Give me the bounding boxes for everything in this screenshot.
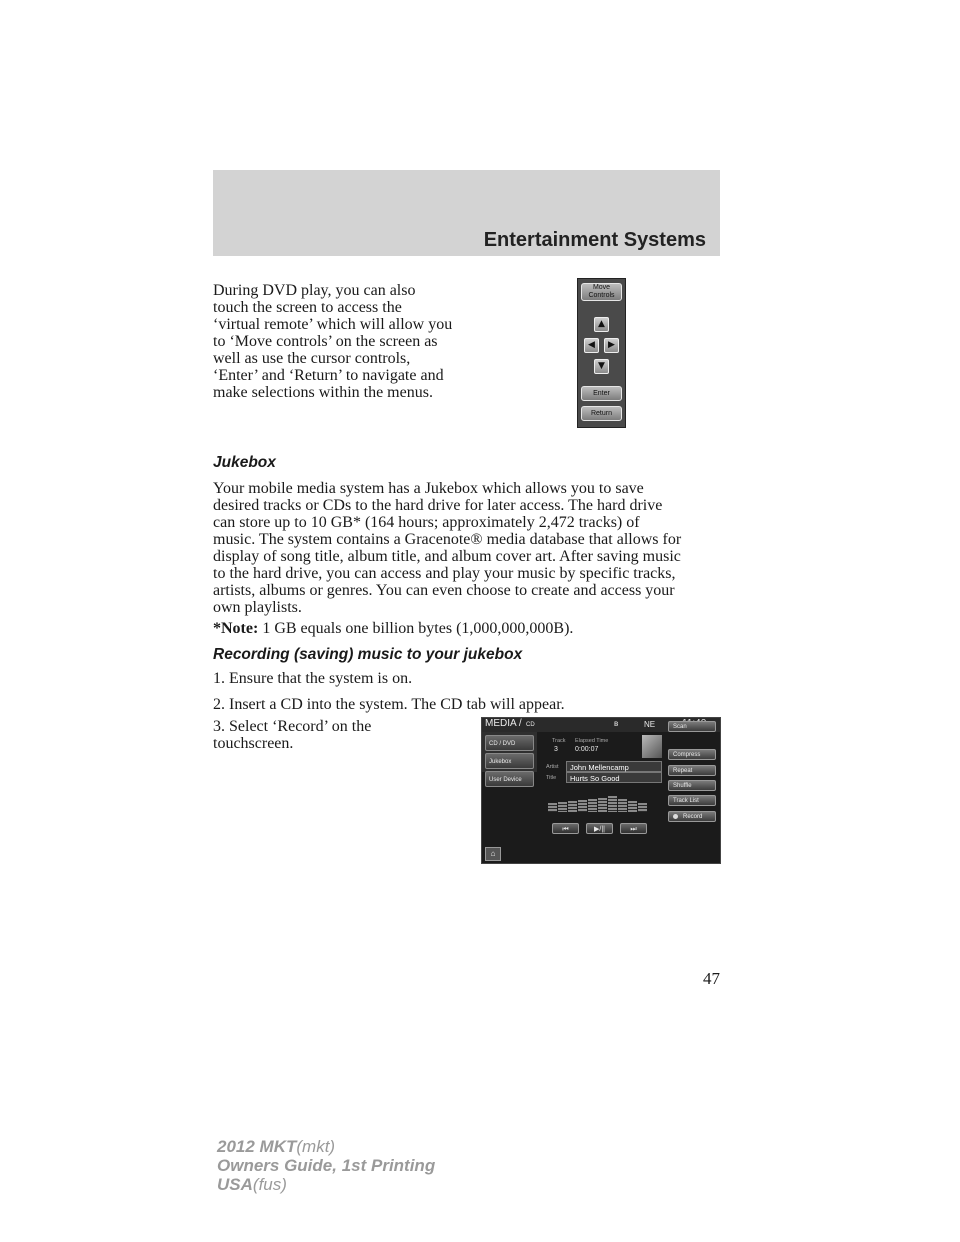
track-label: Track: [552, 738, 566, 744]
intro-paragraph: [213, 282, 513, 401]
equalizer-bar: [638, 803, 647, 812]
record-button: Record: [668, 811, 716, 822]
equalizer-bar: [618, 799, 627, 812]
bluetooth-icon: ʙ: [614, 719, 619, 728]
step-3-line: 3. Select ‘Record’ on the: [213, 718, 372, 735]
intro-line: make selections within the menus.: [213, 384, 433, 401]
jukebox-line: artists, albums or genres. You can even choose to create and access your: [213, 582, 675, 599]
note-line: [213, 620, 723, 637]
intro-line: to ‘Move controls’ on the screen as: [213, 333, 438, 350]
play-pause-button: ▶/||: [586, 823, 613, 834]
record-dot-icon: [673, 814, 678, 819]
intro-line: During DVD play, you can also: [213, 282, 416, 299]
step-3-line: touchscreen.: [213, 735, 294, 752]
equalizer-bar: [568, 801, 577, 812]
elapsed-label: Elapsed Time: [575, 738, 609, 744]
footer-line-2: Owners Guide, 1st Printing: [217, 1156, 436, 1175]
compress-button: Compress: [668, 749, 716, 760]
jukebox-line: display of song title, album title, and album cover art. After saving music: [213, 548, 681, 565]
intro-line: well as use the cursor controls,: [213, 350, 411, 367]
next-track-button: ⏭: [620, 823, 647, 834]
equalizer-bar: [548, 803, 557, 812]
jukebox-line: can store up to 10 GB* (164 hours; approximately 2,472 tracks) of: [213, 514, 640, 531]
artist-value: John Mellencamp: [566, 761, 662, 772]
equalizer-bar: [578, 800, 587, 812]
return-button: Return: [581, 406, 622, 421]
step-2: 2. Insert a CD into the system. The CD tab will appear.: [213, 696, 565, 713]
controls-label: Controls: [588, 292, 615, 299]
step-3: [213, 718, 371, 752]
note-text: 1 GB equals one billion bytes (1,000,000,000B).: [258, 620, 574, 637]
jukebox-line: Your mobile media system has a Jukebox which allows you to save: [213, 480, 644, 497]
track-list-button: Track List: [668, 795, 716, 806]
home-icon: ⌂: [485, 847, 501, 861]
footer-line-3: [217, 1175, 287, 1194]
artist-label: Artist: [546, 764, 559, 770]
move-controls-button: [581, 283, 622, 301]
equalizer-bar: [588, 799, 597, 812]
page-number: 47: [703, 969, 720, 988]
screen-title: MEDIA /: [485, 718, 522, 729]
intro-line: ‘virtual remote’ which will allow you: [213, 316, 453, 333]
elapsed-value: 0:00:07: [575, 746, 599, 753]
tab-user-device: User Device: [485, 771, 534, 787]
enter-button: Enter: [581, 386, 622, 401]
arrow-up-icon: ▲: [594, 317, 609, 332]
intro-line: ‘Enter’ and ‘Return’ to navigate and: [213, 367, 444, 384]
virtual-remote-image: [577, 278, 626, 428]
step-1: 1. Ensure that the system is on.: [213, 670, 413, 687]
equalizer-bar: [628, 801, 637, 812]
screen-subtitle: CD: [526, 722, 535, 728]
jukebox-line: music. The system contains a Gracenote® media database that allows for: [213, 531, 682, 548]
footer-market-code: (fus): [252, 1175, 287, 1194]
equalizer-bar: [608, 796, 617, 812]
album-art-image: [642, 735, 662, 758]
arrow-right-icon: ▶: [604, 338, 619, 353]
jukebox-line: own playlists.: [213, 599, 302, 616]
media-screen-image: [481, 717, 721, 864]
jukebox-line: desired tracks or CDs to the hard drive for later access. The hard drive: [213, 497, 663, 514]
footer-model: 2012 MKT: [217, 1137, 297, 1156]
intro-line: touch the screen to access the: [213, 299, 402, 316]
equalizer-bar: [598, 798, 607, 812]
title-value: Hurts So Good: [566, 772, 662, 783]
move-label: Move: [592, 284, 611, 291]
section-title: Entertainment Systems: [483, 229, 706, 251]
footer-model-code: (mkt): [296, 1137, 336, 1156]
footer-line-1: [217, 1137, 335, 1156]
arrow-left-icon: ◀: [584, 338, 599, 353]
equalizer-display: [548, 792, 648, 812]
track-value: 3: [554, 746, 558, 753]
jukebox-line: to the hard drive, you can access and play your music by specific tracks,: [213, 565, 676, 582]
tab-jukebox: Jukebox: [485, 753, 534, 769]
compass-heading: NE: [644, 720, 656, 729]
repeat-button: Repeat: [668, 765, 716, 776]
shuffle-button: Shuffle: [668, 780, 716, 791]
note-label: *Note:: [213, 620, 259, 637]
jukebox-heading: Jukebox: [213, 454, 276, 471]
tab-cd-dvd: CD / DVD: [485, 735, 534, 751]
footer-market: USA: [217, 1175, 253, 1194]
title-label: Title: [546, 775, 557, 781]
scan-button: Scan: [668, 721, 716, 732]
previous-track-button: ⏮: [552, 823, 579, 834]
recording-heading: Recording (saving) music to your jukebox: [213, 646, 523, 663]
section-header-band: [213, 170, 720, 256]
jukebox-paragraph: [213, 480, 723, 616]
equalizer-bar: [558, 802, 567, 812]
arrow-down-icon: ▼: [594, 359, 609, 374]
